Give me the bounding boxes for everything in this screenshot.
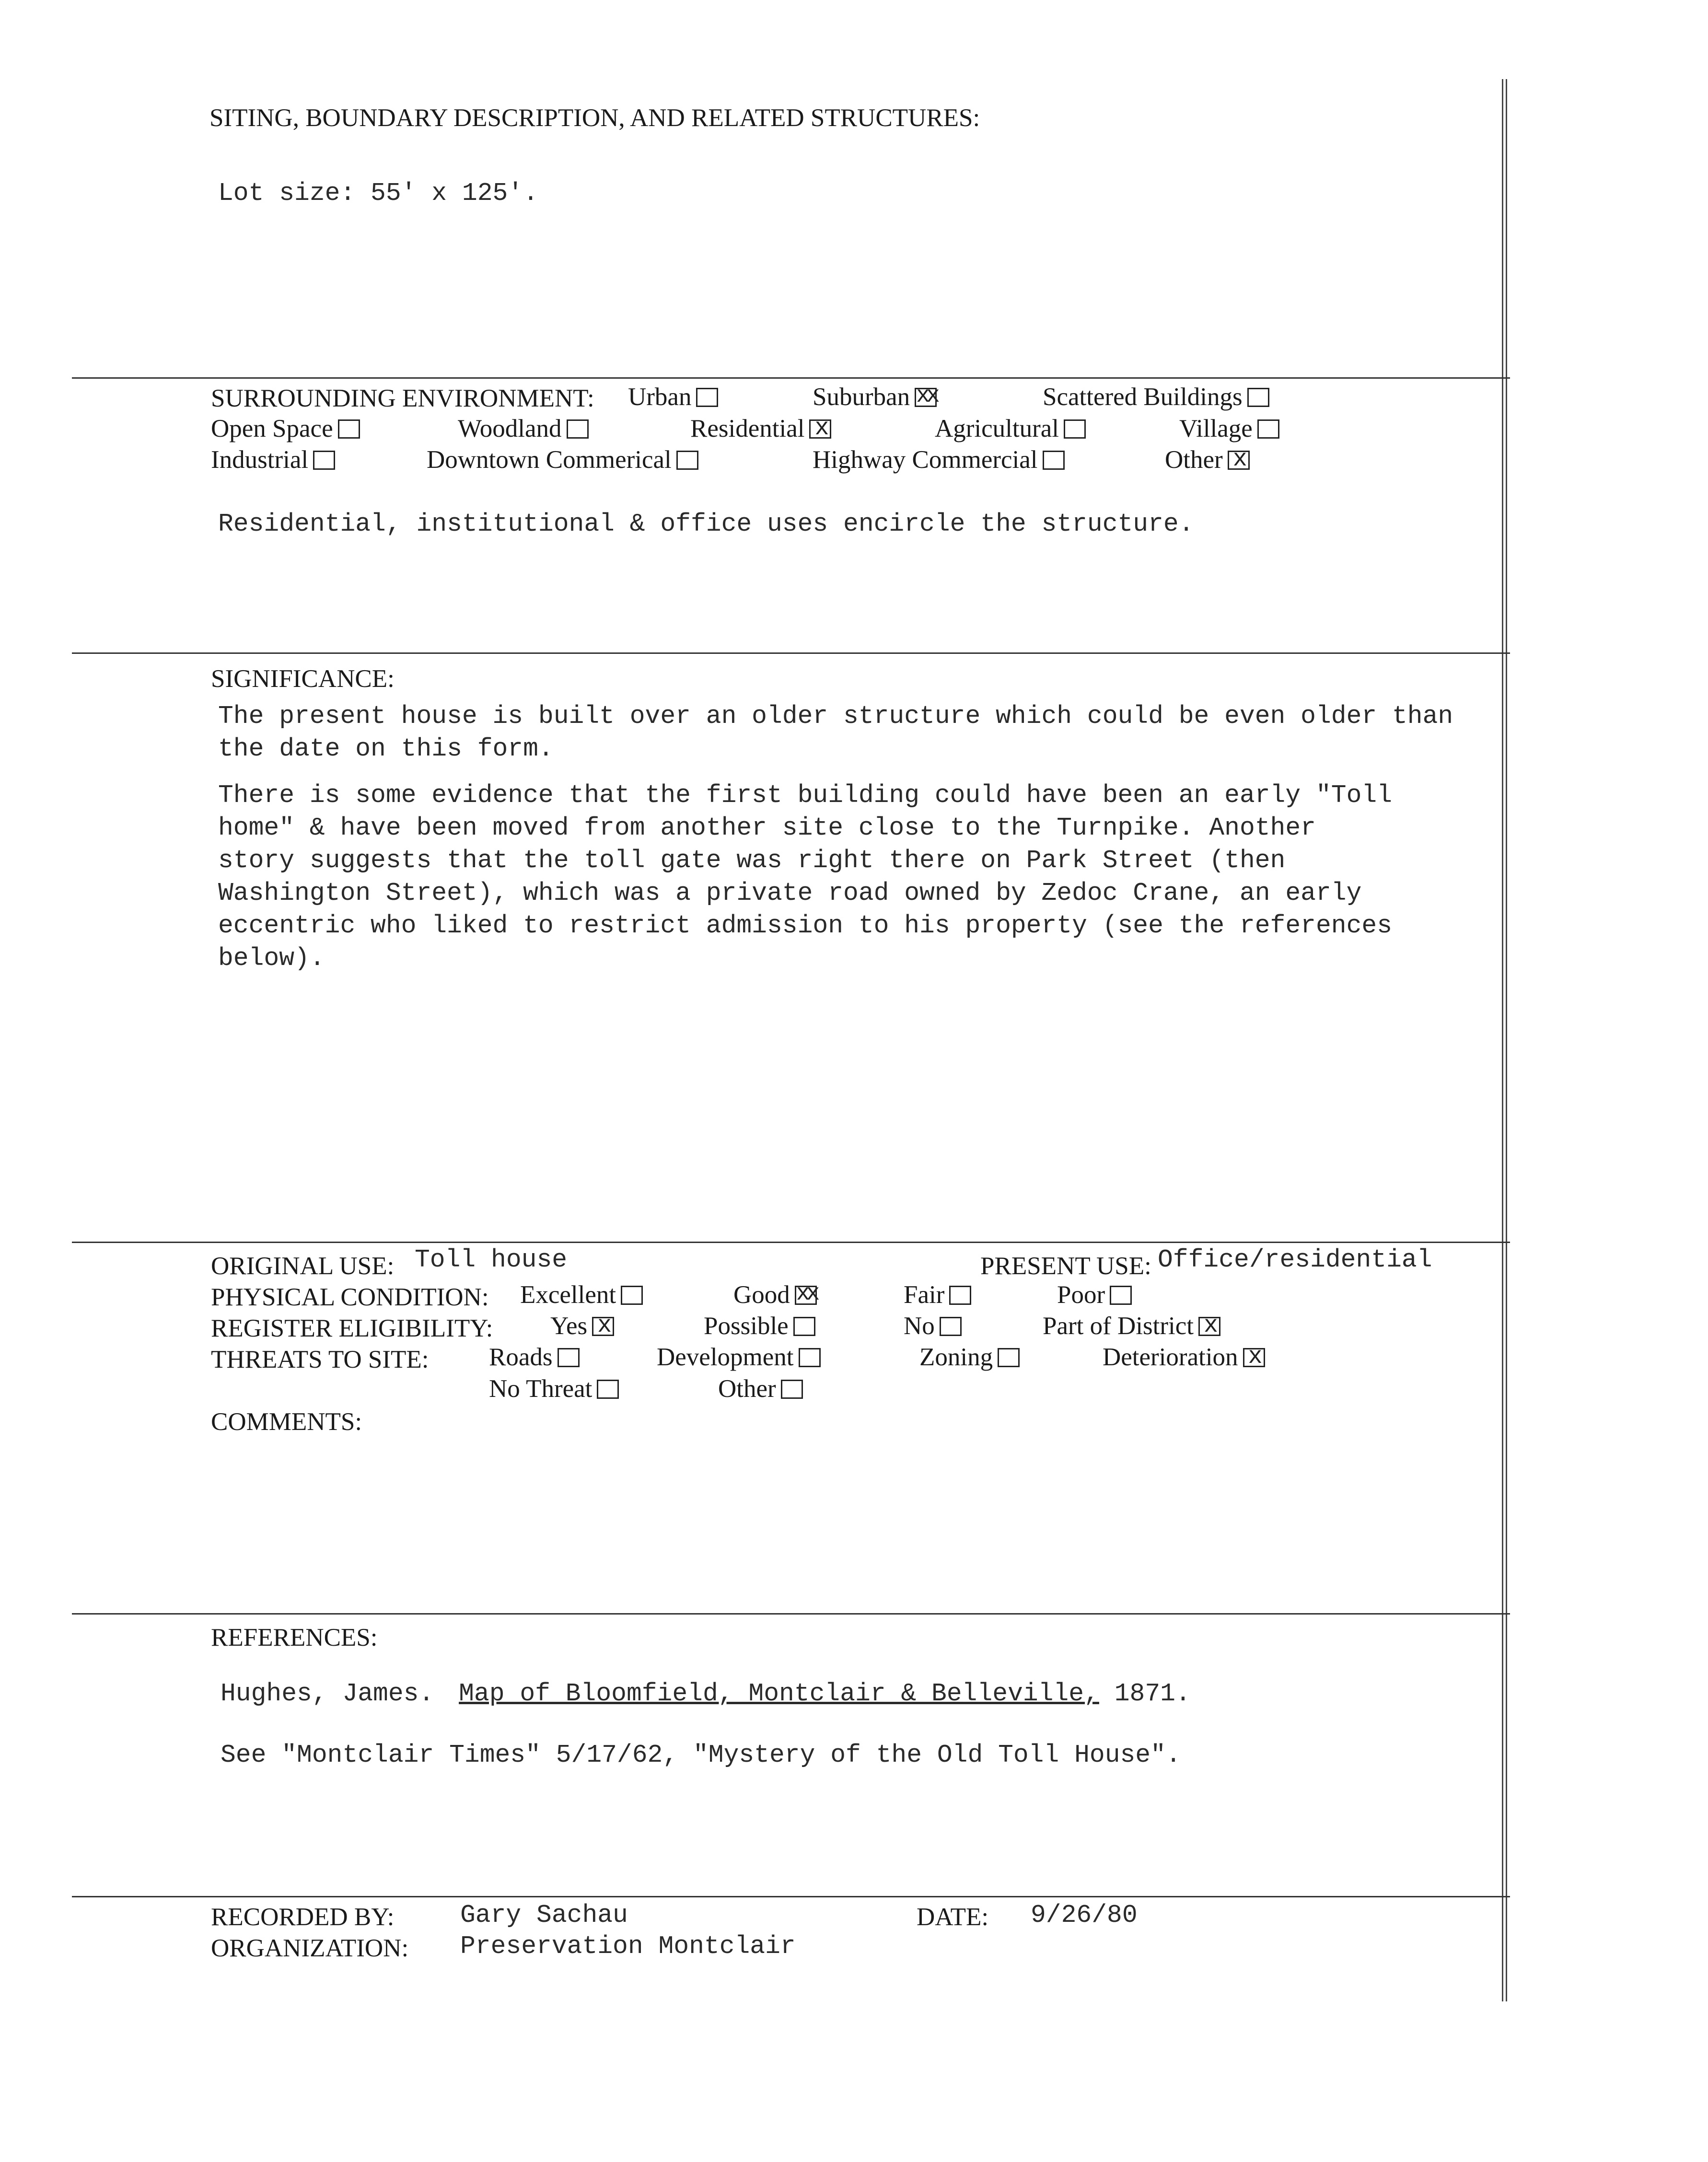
environment-description: Residential, institutional & office uses encircle the structure. bbox=[218, 510, 1194, 538]
reference-1-title: Map of Bloomfield, Montclair & Belleville, bbox=[459, 1679, 1099, 1708]
village-option[interactable]: Village bbox=[1179, 414, 1279, 444]
industrial-checkbox[interactable] bbox=[313, 451, 335, 470]
development-checkbox[interactable] bbox=[799, 1348, 821, 1367]
section-divider bbox=[72, 652, 1510, 654]
scattered-buildings-checkbox[interactable] bbox=[1247, 388, 1269, 407]
section-divider bbox=[72, 1613, 1510, 1615]
reference-1 bbox=[221, 1678, 1191, 1709]
possible-option[interactable]: Possible bbox=[704, 1311, 815, 1342]
deterioration-option[interactable]: Deteriorationx bbox=[1103, 1342, 1265, 1373]
roads-option[interactable]: Roads bbox=[489, 1342, 580, 1373]
significance-heading: SIGNIFICANCE: bbox=[211, 665, 395, 693]
no-threat-checkbox[interactable] bbox=[597, 1380, 619, 1399]
residential-checkbox[interactable] bbox=[809, 419, 831, 439]
reference-1-year: 1871. bbox=[1114, 1679, 1191, 1708]
environment-heading: SURROUNDING ENVIRONMENT: bbox=[211, 384, 594, 412]
significance-paragraph-1: The present house is built over an older structure which could be even older than the date on this form. bbox=[218, 702, 1453, 763]
reference-1-author: Hughes, James. bbox=[221, 1679, 434, 1708]
zoning-option[interactable]: Zoning bbox=[919, 1342, 1020, 1373]
other-option[interactable]: Otherx bbox=[1165, 445, 1250, 476]
section-divider bbox=[72, 1242, 1510, 1243]
urban-checkbox[interactable] bbox=[696, 388, 718, 407]
fair-checkbox[interactable] bbox=[949, 1286, 971, 1305]
highway-commercial-option[interactable]: Highway Commercial bbox=[813, 445, 1065, 476]
urban-option[interactable]: Urban bbox=[628, 382, 718, 413]
register-eligibility-label: REGISTER ELIGIBILITY: bbox=[211, 1314, 493, 1342]
physical-condition-label: PHYSICAL CONDITION: bbox=[211, 1283, 489, 1311]
woodland-checkbox[interactable] bbox=[567, 419, 589, 439]
open-space-checkbox[interactable] bbox=[338, 419, 360, 439]
no-threat-option[interactable]: No Threat bbox=[489, 1374, 619, 1405]
good-option[interactable]: Goodxx bbox=[733, 1280, 817, 1311]
excellent-option[interactable]: Excellent bbox=[520, 1280, 643, 1311]
open-space-option[interactable]: Open Space bbox=[211, 414, 360, 444]
zoning-checkbox[interactable] bbox=[998, 1348, 1020, 1367]
reference-2: See "Montclair Times" 5/17/62, "Mystery of the Old Toll House". bbox=[221, 1741, 1181, 1769]
recorded-by-label: RECORDED BY: bbox=[211, 1903, 395, 1931]
date-value: 9/26/80 bbox=[1031, 1901, 1138, 1930]
downtown-commerical-option[interactable]: Downtown Commerical bbox=[427, 445, 698, 476]
lot-size: Lot size: 55' x 125'. bbox=[218, 179, 538, 208]
date-label: DATE: bbox=[917, 1903, 989, 1931]
excellent-checkbox[interactable] bbox=[621, 1286, 643, 1305]
no-checkbox[interactable] bbox=[940, 1317, 962, 1336]
siting-heading: SITING, BOUNDARY DESCRIPTION, AND RELATED STRUCTURES: bbox=[209, 104, 980, 132]
woodland-option[interactable]: Woodland bbox=[458, 414, 589, 444]
recorded-by-value: Gary Sachau bbox=[460, 1901, 628, 1930]
part-of-district-checkbox[interactable] bbox=[1198, 1317, 1220, 1336]
organization-label: ORGANIZATION: bbox=[211, 1934, 409, 1962]
suburban-checkbox[interactable] bbox=[915, 388, 937, 407]
right-border-line bbox=[1502, 79, 1503, 2001]
significance-paragraph-2: There is some evidence that the first building could have been an early "Toll home" & have been moved from another site close to the Turnpike. Another story suggests that the toll gate was right there on Park Street (then Washington Street), which was a private road owned by Zedoc Crane, an early eccentric who liked to restrict admission to his property (see the references below). bbox=[218, 781, 1392, 973]
section-divider bbox=[72, 377, 1510, 379]
other-checkbox[interactable] bbox=[1228, 451, 1250, 470]
deterioration-checkbox[interactable] bbox=[1243, 1348, 1265, 1367]
references-heading: REFERENCES: bbox=[211, 1624, 378, 1651]
suburban-option[interactable]: Suburbanxx bbox=[813, 382, 937, 413]
downtown-commerical-checkbox[interactable] bbox=[676, 451, 698, 470]
comments-label: COMMENTS: bbox=[211, 1408, 362, 1436]
yes-checkbox[interactable] bbox=[592, 1317, 614, 1336]
threat-other-option[interactable]: Other bbox=[718, 1374, 803, 1405]
part-of-district-option[interactable]: Part of Districtx bbox=[1043, 1311, 1220, 1342]
agricultural-option[interactable]: Agricultural bbox=[935, 414, 1086, 444]
present-use-label: PRESENT USE: bbox=[980, 1252, 1151, 1280]
scattered-buildings-option[interactable]: Scattered Buildings bbox=[1043, 382, 1269, 413]
fair-option[interactable]: Fair bbox=[904, 1280, 971, 1311]
highway-commercial-checkbox[interactable] bbox=[1043, 451, 1065, 470]
poor-option[interactable]: Poor bbox=[1057, 1280, 1132, 1311]
good-checkbox[interactable] bbox=[795, 1286, 817, 1305]
poor-checkbox[interactable] bbox=[1110, 1286, 1132, 1305]
industrial-option[interactable]: Industrial bbox=[211, 445, 335, 476]
original-use-label: ORIGINAL USE: bbox=[211, 1252, 395, 1280]
section-divider bbox=[72, 1896, 1510, 1897]
yes-option[interactable]: Yesx bbox=[550, 1311, 614, 1342]
village-checkbox[interactable] bbox=[1257, 419, 1279, 439]
original-use-value: Toll house bbox=[415, 1245, 568, 1274]
threats-label: THREATS TO SITE: bbox=[211, 1346, 429, 1373]
residential-option[interactable]: Residentialx bbox=[690, 414, 831, 444]
organization-value: Preservation Montclair bbox=[460, 1932, 796, 1961]
no-option[interactable]: No bbox=[904, 1311, 962, 1342]
roads-checkbox[interactable] bbox=[558, 1348, 580, 1367]
agricultural-checkbox[interactable] bbox=[1064, 419, 1086, 439]
development-option[interactable]: Development bbox=[657, 1342, 821, 1373]
right-border-line-inner bbox=[1506, 79, 1507, 2001]
possible-checkbox[interactable] bbox=[793, 1317, 815, 1336]
threat-other-checkbox[interactable] bbox=[781, 1380, 803, 1399]
present-use-value: Office/residential bbox=[1158, 1245, 1432, 1274]
